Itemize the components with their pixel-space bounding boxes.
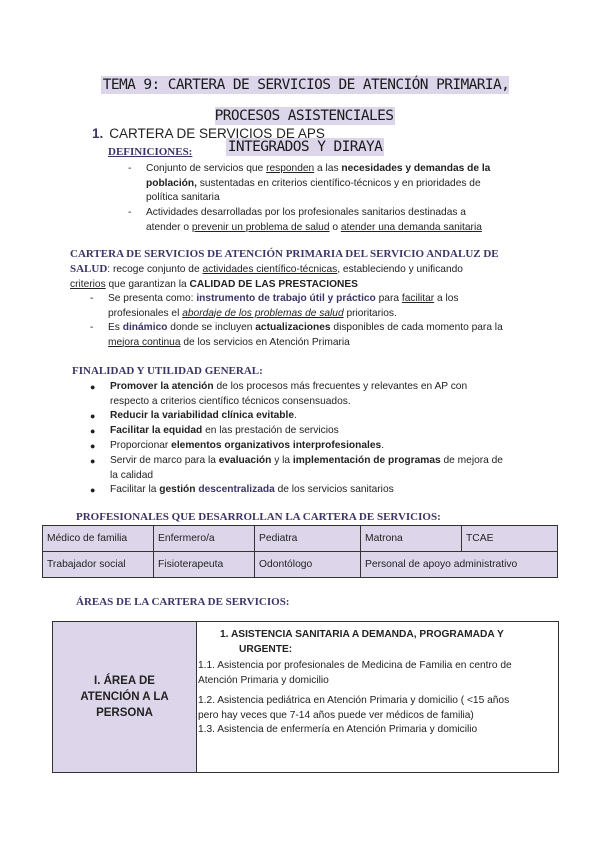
table-cell: Pediatra <box>255 526 361 552</box>
cartera-andaluz-paragraph: CARTERA DE SERVICIOS DE ATENCIÓN PRIMARIA DEL SERVICIO ANDALUZ DE SALUD: recoge conjunto de actividades científico-técnicas, estableciendo y unificando criterios que garantizan la CALIDAD DE LAS PRESTACIONES <box>70 248 499 290</box>
finalidad-item-2: ● Reducir la variabilidad clínica evitable. <box>90 410 297 421</box>
title-line-2: INTEGRADOS Y DIRAYA <box>227 139 383 155</box>
table-cell: Médico de familia <box>43 526 154 552</box>
finalidad-item-1: ● Promover la atención de los procesos más frecuentes y relevantes en AP con respecto a criterios científico técnicos consensuados. <box>90 381 468 407</box>
area-item-1: 1.1. Asistencia por profesionales de Medicina de Familia en centro de Atención Primaria y domicilio <box>198 660 512 686</box>
area-content-cell <box>198 628 553 738</box>
area-persona-cell: I. ÁREA DE ATENCIÓN A LA PERSONA <box>53 622 197 772</box>
table-row <box>43 552 558 578</box>
profesionales-heading: PROFESIONALES QUE DESARROLLAN LA CARTERA DE SERVICIOS: <box>76 511 441 523</box>
table-cell: Odontólogo <box>255 552 361 578</box>
definicion-item-1: - Conjunto de servicios que responden a las necesidades y demandas de la población, sustentadas en criterios científico-técnicos y en prioridades de política sanitaria <box>128 163 491 203</box>
table-cell: Trabajador social <box>43 552 154 578</box>
section-1-heading <box>92 126 325 141</box>
area-item-2: 1.2. Asistencia pediátrica en Atención Primaria y domicilio ( <15 años pero hay veces que 7-14 años puede ver médicos de familia) <box>198 695 510 721</box>
title-line-1: TEMA 9: CARTERA DE SERVICIOS DE ATENCIÓN PRIMARIA, PROCESOS ASISTENCIALES <box>102 77 510 124</box>
area-item-3: 1.3. Asistencia de enfermería en Atención Primaria y domicilio <box>198 724 478 735</box>
table-cell: Fisioterapeuta <box>154 552 255 578</box>
cartera-item-2: - Es dinámico donde se incluyen actualizaciones disponibles de cada momento para la mejora continua de los servicios en Atención Primaria <box>90 322 503 348</box>
table-cell: Personal de apoyo administrativo <box>361 552 558 578</box>
cartera-item-1: - Se presenta como: instrumento de trabajo útil y práctico para facilitar a los profesionales el abordaje de los problemas de salud prioritarios. <box>90 293 459 319</box>
areas-heading: ÁREAS DE LA CARTERA DE SERVICIOS: <box>76 596 290 608</box>
table-row <box>43 526 558 552</box>
table-cell: Matrona <box>361 526 462 552</box>
areas-table <box>52 621 559 773</box>
table-cell: Enfermero/a <box>154 526 255 552</box>
area-subheading: 1. ASISTENCIA SANITARIA A DEMANDA, PROGRAMADA Y URGENTE: <box>220 629 504 655</box>
finalidad-item-5: ● Servir de marco para la evaluación y la implementación de programas de mejora de la calidad <box>90 455 503 481</box>
finalidad-heading: FINALIDAD Y UTILIDAD GENERAL: <box>72 365 263 377</box>
section-number: 1. <box>92 126 104 141</box>
cartera-andaluz-heading: CARTERA DE SERVICIOS DE ATENCIÓN PRIMARIA DEL SERVICIO ANDALUZ DE <box>70 248 499 260</box>
definicion-item-2: - Actividades desarrolladas por los profesionales sanitarios destinadas a atender o prevenir un problema de salud o atender una demanda sanitaria <box>128 207 482 233</box>
section-label: CARTERA DE SERVICIOS DE APS <box>109 126 325 141</box>
finalidad-item-6: ● Facilitar la gestión descentralizada de los servicios sanitarios <box>90 484 394 495</box>
definiciones-heading: DEFINICIONES: <box>108 146 193 158</box>
table-cell: TCAE <box>462 526 558 552</box>
finalidad-item-3: ● Facilitar la equidad en las prestación de servicios <box>90 425 339 436</box>
finalidad-item-4: ● Proporcionar elementos organizativos interprofesionales. <box>90 440 385 451</box>
profesionales-table <box>42 525 558 578</box>
